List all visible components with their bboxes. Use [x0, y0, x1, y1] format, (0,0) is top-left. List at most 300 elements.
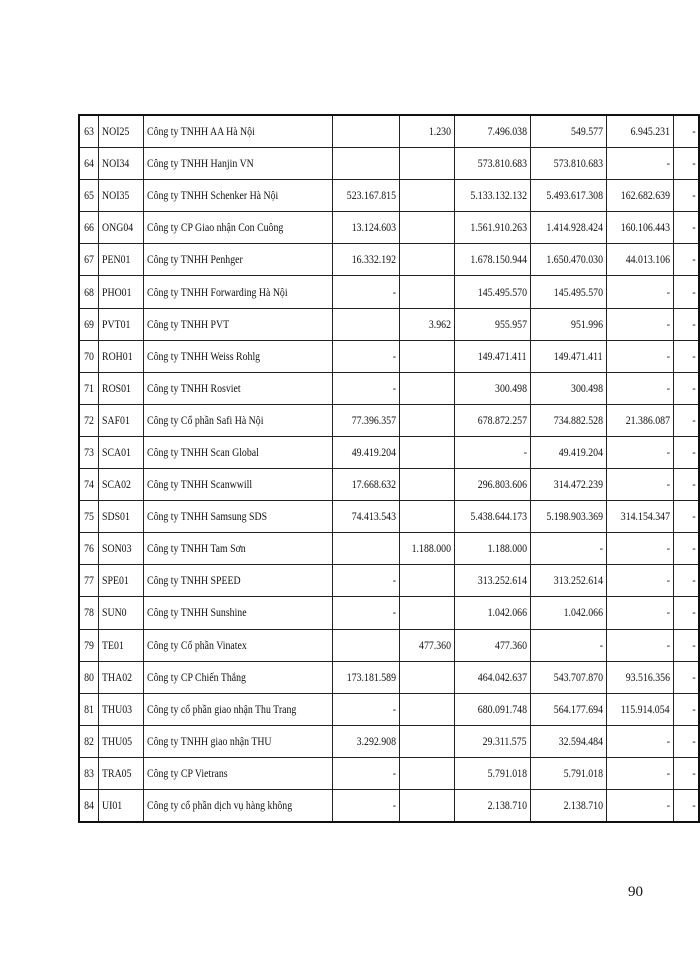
- amount-col-2-cell: [399, 469, 454, 501]
- amount-col-4-text: 2.138.710: [563, 798, 603, 813]
- amount-col-4-cell: [530, 597, 606, 629]
- amount-col-1-cell: [332, 148, 399, 180]
- company-name-text: Công ty cổ phần giao nhận Thu Trang: [146, 701, 296, 716]
- company-name-cell: [143, 180, 332, 212]
- amount-col-5-cell: [606, 308, 673, 340]
- row-number-text: 63: [83, 124, 94, 139]
- company-name-cell: [143, 597, 332, 629]
- amount-col-5-text: -: [666, 605, 670, 620]
- amount-col-4-text: 573.810.683: [553, 156, 603, 171]
- amount-col-3-cell: [454, 276, 530, 308]
- amount-col-5-text: 160.106.443: [620, 220, 670, 235]
- row-number-text: 80: [83, 669, 94, 684]
- amount-col-4-text: 951.996: [570, 316, 603, 331]
- account-code-text: NOI34: [101, 156, 129, 171]
- amount-col-6-text: -: [692, 637, 696, 652]
- amount-col-4-cell: [530, 180, 606, 212]
- table-row: [79, 501, 699, 533]
- amount-col-1-text: 77.396.357: [351, 412, 396, 427]
- amount-col-6-text: -: [692, 605, 696, 620]
- amount-col-1-cell: [332, 404, 399, 436]
- company-name-text: Công ty TNHH PVT: [146, 316, 229, 331]
- account-code-text: TE01: [101, 637, 124, 652]
- amount-col-6-text: -: [692, 284, 696, 299]
- amount-col-1-cell: [332, 180, 399, 212]
- row-number-cell: [79, 372, 98, 404]
- amount-col-1-text: 49.419.204: [351, 444, 396, 459]
- company-name-text: Công ty TNHH SPEED: [146, 573, 241, 588]
- amount-col-3-text: 5.133.132.132: [470, 188, 527, 203]
- amount-col-3-cell: [454, 308, 530, 340]
- table-row: [79, 372, 699, 404]
- amount-col-2-text: 1.230: [428, 124, 451, 139]
- amount-col-4-text: 734.882.528: [553, 412, 603, 427]
- amount-col-3-cell: [454, 789, 530, 822]
- account-code-text: SCA02: [101, 477, 131, 492]
- row-number-text: 69: [83, 316, 94, 331]
- amount-col-5-cell: [606, 533, 673, 565]
- amount-col-5-text: -: [666, 444, 670, 459]
- amount-col-5-text: -: [666, 541, 670, 556]
- company-name-text: Công ty TNHH Hanjin VN: [146, 156, 254, 171]
- amount-col-6-text: -: [692, 765, 696, 780]
- amount-col-5-text: 115.914.054: [620, 701, 670, 716]
- amount-col-4-cell: [530, 308, 606, 340]
- amount-col-4-text: 313.252.614: [553, 573, 603, 588]
- amount-col-1-text: 16.332.192: [351, 252, 396, 267]
- company-name-cell: [143, 340, 332, 372]
- row-number-cell: [79, 757, 98, 789]
- amount-col-6-cell: [673, 244, 699, 276]
- row-number-text: 84: [83, 798, 94, 813]
- amount-col-4-cell: [530, 469, 606, 501]
- amount-col-3-cell: [454, 148, 530, 180]
- amount-col-2-cell: [399, 148, 454, 180]
- amount-col-5-text: 93.516.356: [625, 669, 670, 684]
- account-code-cell: [98, 469, 143, 501]
- amount-col-3-text: 1.188.000: [487, 541, 527, 556]
- amount-col-1-text: -: [392, 284, 396, 299]
- amount-col-4-text: 32.594.484: [558, 733, 603, 748]
- account-code-cell: [98, 180, 143, 212]
- company-name-cell: [143, 629, 332, 661]
- account-code-text: TRA05: [101, 765, 132, 780]
- row-number-text: 82: [83, 733, 94, 748]
- amount-col-6-cell: [673, 276, 699, 308]
- amount-col-4-text: 49.419.204: [558, 444, 603, 459]
- amount-col-4-text: 564.177.694: [553, 701, 603, 716]
- amount-col-6-text: -: [692, 188, 696, 203]
- amount-col-4-text: -: [599, 637, 603, 652]
- amount-col-5-cell: [606, 180, 673, 212]
- row-number-cell: [79, 533, 98, 565]
- amount-col-2-cell: [399, 276, 454, 308]
- account-code-cell: [98, 340, 143, 372]
- amount-col-5-cell: [606, 276, 673, 308]
- amount-col-3-cell: [454, 501, 530, 533]
- amount-col-6-cell: [673, 404, 699, 436]
- amount-col-3-cell: [454, 340, 530, 372]
- table-row: [79, 308, 699, 340]
- company-name-text: Công ty TNHH Sunshine: [146, 605, 247, 620]
- amount-col-1-text: 74.413.543: [351, 509, 396, 524]
- amount-col-2-cell: [399, 308, 454, 340]
- amount-col-6-cell: [673, 725, 699, 757]
- amount-col-5-cell: [606, 565, 673, 597]
- amount-col-4-text: 300.498: [570, 380, 603, 395]
- amount-col-6-cell: [673, 629, 699, 661]
- amount-col-3-cell: [454, 436, 530, 468]
- amount-col-5-cell: [606, 629, 673, 661]
- amount-col-6-cell: [673, 693, 699, 725]
- amount-col-2-cell: [399, 725, 454, 757]
- amount-col-6-cell: [673, 469, 699, 501]
- amount-col-4-text: 314.472.239: [553, 477, 603, 492]
- account-code-text: PHO01: [101, 284, 132, 299]
- amount-col-4-text: 543.707.870: [553, 669, 603, 684]
- amount-col-3-text: 464.042.637: [477, 669, 527, 684]
- amount-col-3-text: 7.496.038: [487, 124, 527, 139]
- table-row: [79, 757, 699, 789]
- row-number-text: 78: [83, 605, 94, 620]
- company-name-text: Công ty Cổ phần Vinatex: [146, 637, 247, 652]
- amount-col-1-cell: [332, 661, 399, 693]
- amount-col-3-text: 296.803.606: [477, 477, 527, 492]
- amount-col-6-text: -: [692, 252, 696, 267]
- amount-col-4-text: -: [599, 541, 603, 556]
- company-name-text: Công ty TNHH Rosviet: [146, 380, 241, 395]
- account-code-cell: [98, 212, 143, 244]
- company-name-text: Công ty TNHH Samsung SDS: [146, 509, 267, 524]
- account-code-cell: [98, 436, 143, 468]
- account-code-text: SUN0: [101, 605, 127, 620]
- row-number-cell: [79, 725, 98, 757]
- table-row: [79, 693, 699, 725]
- amount-col-6-cell: [673, 212, 699, 244]
- amount-col-4-cell: [530, 340, 606, 372]
- amount-col-1-cell: [332, 212, 399, 244]
- amount-col-2-cell: [399, 404, 454, 436]
- amount-col-6-text: -: [692, 348, 696, 363]
- row-number-cell: [79, 308, 98, 340]
- amount-col-3-text: 1.678.150.944: [470, 252, 527, 267]
- amount-col-1-cell: [332, 115, 399, 148]
- amount-col-3-cell: [454, 115, 530, 148]
- account-code-text: SPE01: [101, 573, 129, 588]
- amount-col-1-text: -: [392, 765, 396, 780]
- amount-col-3-cell: [454, 757, 530, 789]
- amount-col-2-cell: [399, 597, 454, 629]
- amount-col-5-text: -: [666, 380, 670, 395]
- amount-col-6-text: -: [692, 669, 696, 684]
- amount-col-6-cell: [673, 148, 699, 180]
- amount-col-6-text: -: [692, 573, 696, 588]
- amount-col-3-cell: [454, 404, 530, 436]
- amount-col-5-cell: [606, 789, 673, 822]
- amount-col-1-cell: [332, 469, 399, 501]
- amount-col-5-cell: [606, 436, 673, 468]
- company-name-cell: [143, 308, 332, 340]
- amount-col-4-cell: [530, 115, 606, 148]
- amount-col-4-text: 1.414.928.424: [546, 220, 603, 235]
- company-name-text: Công ty TNHH Tam Sơn: [146, 541, 246, 556]
- account-code-text: SAF01: [101, 412, 130, 427]
- row-number-text: 71: [83, 380, 94, 395]
- amount-col-5-text: 6.945.231: [630, 124, 670, 139]
- amount-col-6-text: -: [692, 412, 696, 427]
- amount-col-1-cell: [332, 757, 399, 789]
- account-code-cell: [98, 789, 143, 822]
- amount-col-3-cell: [454, 565, 530, 597]
- amount-col-6-text: -: [692, 156, 696, 171]
- company-name-text: Công ty CP Chiến Thắng: [146, 669, 246, 684]
- amount-col-3-text: 678.872.257: [477, 412, 527, 427]
- row-number-text: 83: [83, 765, 94, 780]
- row-number-text: 79: [83, 637, 94, 652]
- amount-col-3-text: 149.471.411: [477, 348, 527, 363]
- row-number-text: 64: [83, 156, 94, 171]
- table-row: [79, 565, 699, 597]
- amount-col-1-text: -: [392, 573, 396, 588]
- amount-col-4-text: 1.650.470.030: [546, 252, 603, 267]
- company-name-cell: [143, 244, 332, 276]
- company-name-cell: [143, 212, 332, 244]
- amount-col-3-cell: [454, 597, 530, 629]
- amount-col-6-cell: [673, 180, 699, 212]
- amount-col-2-cell: [399, 693, 454, 725]
- amount-col-1-text: 3.292.908: [356, 733, 396, 748]
- company-name-text: Công ty Cổ phần Safi Hà Nội: [146, 412, 263, 427]
- table-row: [79, 212, 699, 244]
- company-name-cell: [143, 115, 332, 148]
- row-number-cell: [79, 276, 98, 308]
- account-code-text: SDS01: [101, 509, 130, 524]
- amount-col-3-text: 300.498: [494, 380, 527, 395]
- amount-col-1-text: 173.181.589: [346, 669, 396, 684]
- amount-col-5-text: -: [666, 765, 670, 780]
- account-code-cell: [98, 565, 143, 597]
- amount-col-3-cell: [454, 533, 530, 565]
- company-name-cell: [143, 757, 332, 789]
- company-name-text: Công ty CP Vietrans: [146, 765, 228, 780]
- amount-col-4-cell: [530, 757, 606, 789]
- amount-col-2-cell: [399, 565, 454, 597]
- account-code-cell: [98, 629, 143, 661]
- row-number-text: 74: [83, 477, 94, 492]
- amount-col-5-cell: [606, 469, 673, 501]
- amount-col-6-text: -: [692, 124, 696, 139]
- amount-col-6-cell: [673, 661, 699, 693]
- row-number-cell: [79, 565, 98, 597]
- amount-col-5-cell: [606, 597, 673, 629]
- amount-col-3-text: 680.091.748: [477, 701, 527, 716]
- amount-col-6-text: -: [692, 220, 696, 235]
- amount-col-5-text: -: [666, 284, 670, 299]
- amount-col-3-text: 313.252.614: [477, 573, 527, 588]
- amount-col-4-cell: [530, 629, 606, 661]
- row-number-text: 65: [83, 188, 94, 203]
- company-name-text: Công ty TNHH Scanwwill: [146, 477, 252, 492]
- amount-col-1-cell: [332, 244, 399, 276]
- amount-col-5-cell: [606, 340, 673, 372]
- table-row: [79, 789, 699, 822]
- amount-col-6-cell: [673, 501, 699, 533]
- amount-col-3-text: 29.311.575: [482, 733, 527, 748]
- company-name-cell: [143, 276, 332, 308]
- row-number-cell: [79, 115, 98, 148]
- row-number-cell: [79, 404, 98, 436]
- amount-col-4-cell: [530, 693, 606, 725]
- account-code-cell: [98, 725, 143, 757]
- account-code-cell: [98, 597, 143, 629]
- account-code-text: SON03: [101, 541, 132, 556]
- amount-col-5-text: -: [666, 573, 670, 588]
- table-row: [79, 115, 699, 148]
- table-row: [79, 725, 699, 757]
- amount-col-6-text: -: [692, 798, 696, 813]
- row-number-cell: [79, 469, 98, 501]
- amount-col-2-cell: [399, 372, 454, 404]
- account-code-cell: [98, 148, 143, 180]
- amount-col-6-cell: [673, 597, 699, 629]
- amount-col-2-cell: [399, 436, 454, 468]
- amount-col-2-cell: [399, 757, 454, 789]
- amount-col-3-text: 573.810.683: [477, 156, 527, 171]
- amount-col-2-cell: [399, 180, 454, 212]
- amount-col-4-cell: [530, 148, 606, 180]
- row-number-cell: [79, 501, 98, 533]
- amount-col-2-cell: [399, 501, 454, 533]
- amount-col-5-text: -: [666, 477, 670, 492]
- amount-col-3-cell: [454, 661, 530, 693]
- amount-col-1-cell: [332, 436, 399, 468]
- amount-col-4-cell: [530, 436, 606, 468]
- amount-col-3-cell: [454, 180, 530, 212]
- company-name-cell: [143, 372, 332, 404]
- amount-col-5-text: -: [666, 798, 670, 813]
- account-code-text: PVT01: [101, 316, 130, 331]
- amount-col-5-cell: [606, 372, 673, 404]
- table-row: [79, 533, 699, 565]
- row-number-cell: [79, 148, 98, 180]
- table-row: [79, 244, 699, 276]
- amount-col-5-text: -: [666, 316, 670, 331]
- amount-col-6-cell: [673, 533, 699, 565]
- amount-col-6-text: -: [692, 509, 696, 524]
- amount-col-1-text: 13.124.603: [351, 220, 396, 235]
- account-code-text: NOI25: [101, 124, 129, 139]
- amount-col-1-text: 17.668.632: [351, 477, 396, 492]
- amount-col-1-cell: [332, 693, 399, 725]
- amount-col-5-cell: [606, 725, 673, 757]
- amount-col-3-text: 145.495.570: [477, 284, 527, 299]
- amount-col-1-text: -: [392, 798, 396, 813]
- amount-col-6-cell: [673, 115, 699, 148]
- amount-col-5-text: 162.682.639: [620, 188, 670, 203]
- account-code-cell: [98, 276, 143, 308]
- row-number-text: 72: [83, 412, 94, 427]
- account-code-text: THU05: [101, 733, 132, 748]
- row-number-cell: [79, 629, 98, 661]
- amount-col-3-text: 5.438.644.173: [470, 509, 527, 524]
- account-code-text: NOI35: [101, 188, 129, 203]
- row-number-cell: [79, 212, 98, 244]
- amount-col-1-cell: [332, 501, 399, 533]
- row-number-cell: [79, 597, 98, 629]
- amount-col-4-cell: [530, 725, 606, 757]
- account-code-cell: [98, 404, 143, 436]
- row-number-cell: [79, 436, 98, 468]
- page-number: 90: [628, 884, 643, 900]
- amount-col-4-text: 145.495.570: [553, 284, 603, 299]
- amount-col-1-text: -: [392, 701, 396, 716]
- company-name-text: Công ty TNHH giao nhận THU: [146, 733, 272, 748]
- ledger-body: [79, 115, 699, 822]
- amount-col-5-text: -: [666, 156, 670, 171]
- account-code-cell: [98, 308, 143, 340]
- amount-col-4-cell: [530, 565, 606, 597]
- amount-col-6-text: -: [692, 316, 696, 331]
- amount-col-1-cell: [332, 372, 399, 404]
- amount-col-1-cell: [332, 597, 399, 629]
- amount-col-3-cell: [454, 212, 530, 244]
- amount-col-4-cell: [530, 501, 606, 533]
- account-code-cell: [98, 372, 143, 404]
- amount-col-1-cell: [332, 276, 399, 308]
- row-number-text: 70: [83, 348, 94, 363]
- amount-col-4-text: 549.577: [570, 124, 603, 139]
- amount-col-3-text: 955.957: [494, 316, 527, 331]
- row-number-text: 77: [83, 573, 94, 588]
- amount-col-4-cell: [530, 661, 606, 693]
- company-name-text: Công ty TNHH Penhger: [146, 252, 243, 267]
- amount-col-4-text: 5.493.617.308: [546, 188, 603, 203]
- amount-col-6-cell: [673, 565, 699, 597]
- account-code-text: ROH01: [101, 348, 133, 363]
- amount-col-1-text: -: [392, 605, 396, 620]
- amount-col-4-text: 1.042.066: [563, 605, 603, 620]
- amount-col-5-text: 314.154.347: [620, 509, 670, 524]
- amount-col-3-text: 1.561.910.263: [470, 220, 527, 235]
- amount-col-3-text: 477.360: [494, 637, 527, 652]
- company-name-cell: [143, 725, 332, 757]
- amount-col-4-cell: [530, 372, 606, 404]
- table-row: [79, 148, 699, 180]
- amount-col-6-cell: [673, 436, 699, 468]
- table-row: [79, 276, 699, 308]
- row-number-text: 73: [83, 444, 94, 459]
- account-code-cell: [98, 115, 143, 148]
- row-number-cell: [79, 180, 98, 212]
- amount-col-5-cell: [606, 244, 673, 276]
- amount-col-4-text: 5.198.903.369: [546, 509, 603, 524]
- amount-col-1-text: -: [392, 380, 396, 395]
- table-row: [79, 597, 699, 629]
- company-name-cell: [143, 693, 332, 725]
- account-code-cell: [98, 757, 143, 789]
- row-number-text: 67: [83, 252, 94, 267]
- company-name-text: Công ty TNHH AA Hà Nội: [146, 124, 255, 139]
- amount-col-3-cell: [454, 244, 530, 276]
- amount-col-4-cell: [530, 276, 606, 308]
- table-row: [79, 404, 699, 436]
- amount-col-1-cell: [332, 308, 399, 340]
- table-row: [79, 340, 699, 372]
- amount-col-2-cell: [399, 629, 454, 661]
- amount-col-5-text: -: [666, 348, 670, 363]
- company-name-text: Công ty TNHH Scan Global: [146, 444, 259, 459]
- table-row: [79, 180, 699, 212]
